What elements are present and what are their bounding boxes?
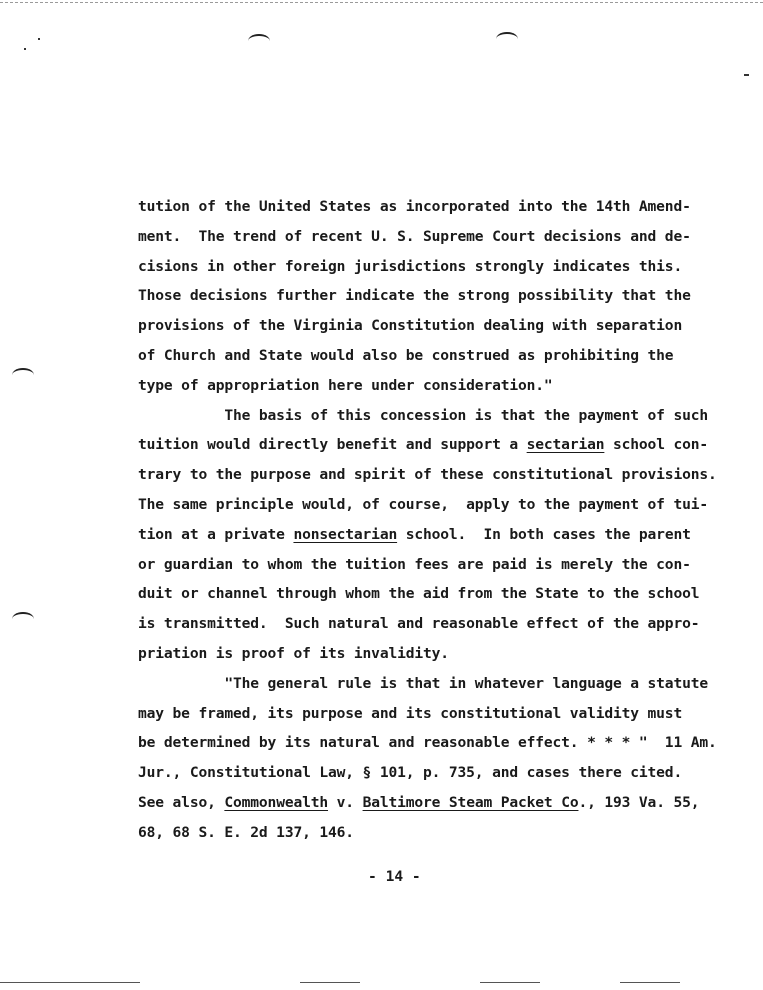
text-span: school. In both cases the parent: [397, 525, 691, 543]
text-span: be determined by its natural and reasonable effect. * * * " 11 Am.: [138, 734, 717, 752]
text-line: [138, 311, 728, 341]
text-span: is transmitted. Such natural and reasonable effect of the appro-: [138, 615, 700, 633]
scan-speck: [744, 74, 749, 76]
footer-rule: [0, 982, 140, 983]
footer-rule: [620, 982, 680, 983]
text-span: The same principle would, of course, apply to the payment of tui-: [138, 495, 708, 513]
text-line: [138, 669, 728, 699]
text-line: [138, 639, 728, 669]
text-span: v.: [328, 793, 363, 811]
footer-rule: [300, 982, 360, 983]
text-span: of Church and State would also be construed as prohibiting the: [138, 346, 674, 364]
text-span: may be framed, its purpose and its constitutional validity must: [138, 704, 683, 722]
text-span: priation is proof of its invalidity.: [138, 644, 449, 662]
text-span: ., 193 Va. 55,: [578, 793, 700, 811]
text-line: [138, 609, 728, 639]
text-span: type of appropriation here under consideration.": [138, 376, 553, 394]
punch-hole-mark: [12, 612, 34, 626]
text-line: [138, 252, 728, 282]
text-span: school con-: [604, 436, 709, 454]
text-line: [138, 579, 728, 609]
footer-rule: [480, 982, 540, 983]
scan-top-edge: [0, 2, 763, 3]
text-span: 68, 68 S. E. 2d 137, 146.: [138, 823, 354, 841]
text-line: [138, 401, 728, 431]
document-body: [138, 192, 728, 848]
text-line: [138, 460, 728, 490]
punch-hole-mark: [12, 368, 34, 382]
text-span: tution of the United States as incorporated into the 14th Amend-: [138, 198, 691, 215]
text-span: tuition would directly benefit and support a: [138, 436, 527, 454]
text-line: [138, 490, 728, 520]
text-line: [138, 699, 728, 729]
text-line: [138, 341, 728, 371]
text-line: [138, 192, 728, 222]
text-line: [138, 281, 728, 311]
text-span: "The general rule is that in whatever language a statute: [138, 674, 708, 692]
text-line: [138, 758, 728, 788]
text-line: [138, 430, 728, 460]
punch-hole-mark: [248, 34, 270, 48]
text-line: [138, 222, 728, 252]
text-span: ment. The trend of recent U. S. Supreme Court decisions and de-: [138, 227, 691, 245]
page-number: - 14 -: [368, 868, 421, 885]
text-span: provisions of the Virginia Constitution dealing with separation: [138, 317, 683, 335]
text-span: See also,: [138, 793, 225, 811]
text-span: tion at a private: [138, 525, 294, 543]
text-line: [138, 788, 728, 818]
text-span: The basis of this concession is that the payment of such: [138, 406, 708, 424]
text-line: [138, 371, 728, 401]
text-span: or guardian to whom the tuition fees are paid is merely the con-: [138, 555, 691, 573]
text-line: [138, 818, 728, 848]
underlined-term: Commonwealth: [224, 793, 329, 811]
text-line: [138, 550, 728, 580]
text-span: Those decisions further indicate the strong possibility that the: [138, 287, 691, 305]
punch-hole-mark: [496, 32, 518, 46]
underlined-term: nonsectarian: [293, 525, 398, 543]
text-span: duit or channel through whom the aid from the State to the school: [138, 585, 700, 603]
underlined-term: sectarian: [526, 436, 605, 454]
text-span: cisions in other foreign jurisdictions strongly indicates this.: [138, 257, 683, 275]
text-line: [138, 520, 728, 550]
text-span: trary to the purpose and spirit of these constitutional provisions.: [138, 466, 717, 484]
underlined-term: Baltimore Steam Packet Co: [362, 793, 579, 811]
text-span: Jur., Constitutional Law, § 101, p. 735, and cases there cited.: [138, 764, 683, 782]
scan-speck: [24, 48, 26, 50]
scan-speck: [38, 38, 40, 40]
text-line: [138, 728, 728, 758]
